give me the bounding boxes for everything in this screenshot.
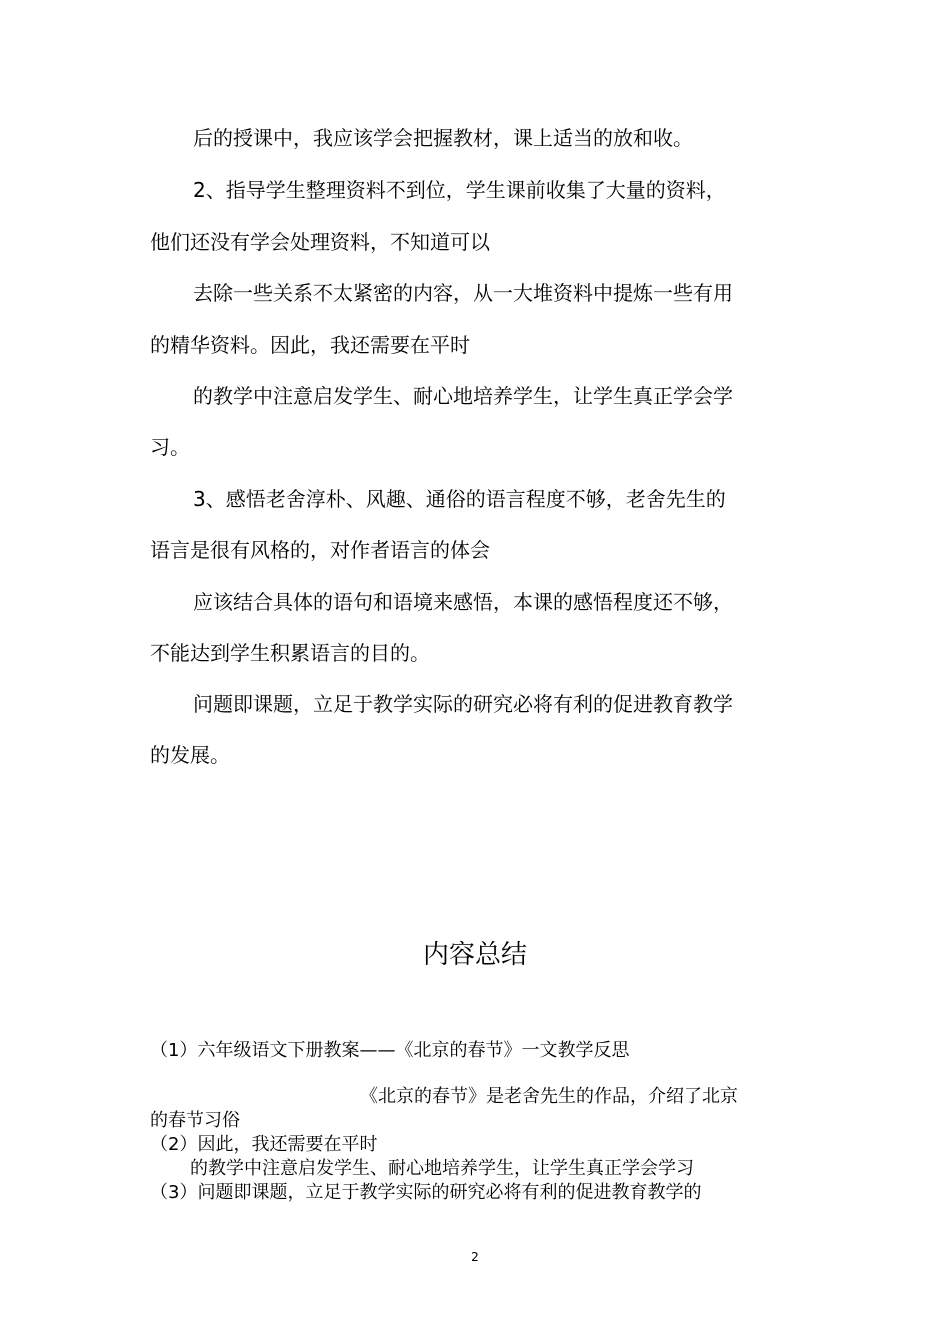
body-line: 他们还没有学会处理资料，不知道可以 bbox=[150, 230, 490, 254]
body-line: 去除一些关系不太紧密的内容，从一大堆资料中提炼一些有用 bbox=[193, 281, 733, 305]
body-line: 的教学中注意启发学生、耐心地培养学生，让学生真正学会学 bbox=[193, 384, 733, 408]
body-line: 应该结合具体的语句和语境来感悟，本课的感悟程度还不够， bbox=[193, 590, 733, 614]
body-line: 不能达到学生积累语言的目的。 bbox=[150, 641, 430, 665]
body-line: 后的授课中，我应该学会把握教材，课上适当的放和收。 bbox=[193, 126, 693, 150]
summary-line: 《北京的春节》是老舍先生的作品，介绍了北京 bbox=[360, 1086, 738, 1107]
summary-heading: 内容总结 bbox=[422, 940, 527, 970]
summary-line: 的春节习俗 bbox=[150, 1110, 240, 1131]
body-line: 语言是很有风格的，对作者语言的体会 bbox=[150, 538, 490, 562]
body-line: 的发展。 bbox=[150, 743, 230, 767]
summary-line: （2）因此，我还需要在平时 bbox=[150, 1134, 378, 1155]
summary-line: 的教学中注意启发学生、耐心地培养学生，让学生真正学会学习 bbox=[190, 1158, 694, 1179]
body-line: 的精华资料。因此，我还需要在平时 bbox=[150, 333, 470, 357]
body-line: 问题即课题，立足于教学实际的研究必将有利的促进教育教学 bbox=[193, 692, 733, 716]
page-number: 2 bbox=[471, 1250, 479, 1264]
body-line: 习。 bbox=[150, 435, 190, 459]
body-line: 3、感悟老舍淳朴、风趣、通俗的语言程度不够，老舍先生的 bbox=[193, 487, 726, 511]
summary-line: （3）问题即课题，立足于教学实际的研究必将有利的促进教育教学的 bbox=[150, 1182, 702, 1203]
body-line: 2、指导学生整理资料不到位，学生课前收集了大量的资料， bbox=[193, 178, 726, 202]
summary-line: （1）六年级语文下册教案——《北京的春节》一文教学反思 bbox=[150, 1040, 630, 1061]
